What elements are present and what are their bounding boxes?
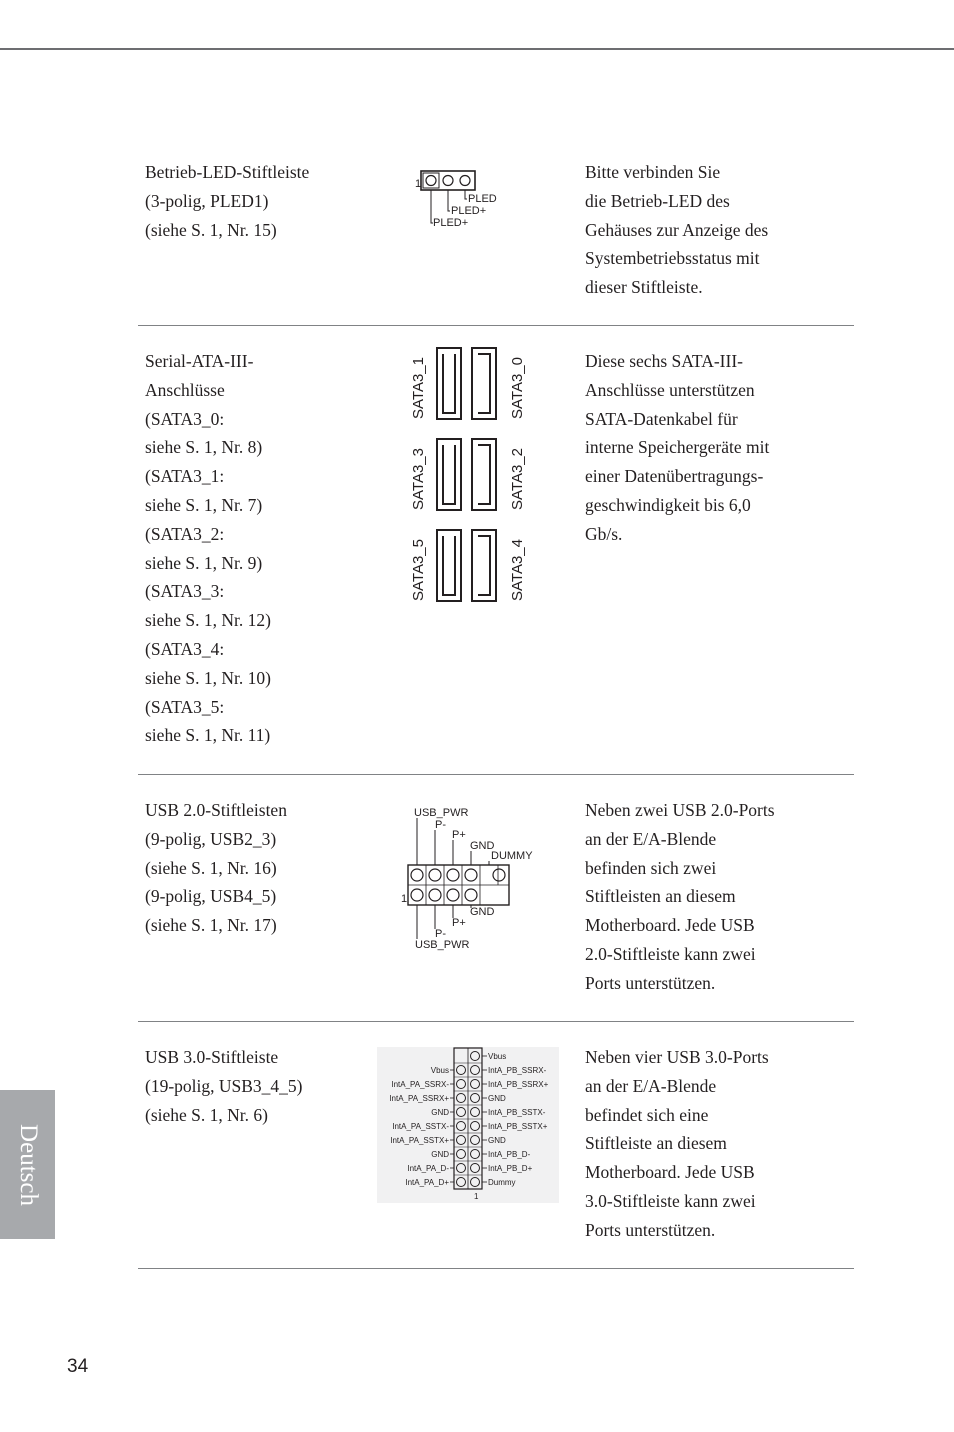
pled-plus-label: PLED+	[433, 217, 469, 229]
usb3-pin	[457, 1108, 466, 1117]
usb-pwr-label: USB_PWR	[414, 807, 469, 819]
text-line: Gehäuses zur Anzeige des	[585, 219, 769, 240]
pin-label: IntA_PA_SSTX-	[392, 1122, 449, 1131]
pin-label: GND	[431, 1108, 449, 1117]
text-line: Motherboard. Jede USB	[585, 1162, 755, 1183]
usb3-left-labels	[389, 1066, 449, 1187]
text-line: (siehe S. 1, Nr. 17)	[145, 915, 277, 936]
pled-header-diagram	[412, 168, 512, 237]
pled-plus-label: PLED+	[451, 205, 487, 217]
gnd-label: GND	[470, 840, 495, 852]
text-line: 3.0-Stiftleiste kann zwei	[585, 1190, 756, 1211]
pin-label: IntA_PB_SSTX-	[488, 1108, 546, 1117]
text-line: (SATA3_1:	[145, 466, 225, 487]
sata3-2-label: SATA3_2	[509, 448, 526, 510]
page-number: 34	[67, 1356, 89, 1377]
text-line: (siehe S. 1, Nr. 6)	[145, 1104, 268, 1125]
text-line: Neben vier USB 3.0-Ports	[585, 1047, 769, 1067]
text-line: (3-polig, PLED1)	[145, 190, 269, 211]
text-line: befinden sich zwei	[585, 857, 717, 878]
sata3-4-label: SATA3_4	[509, 539, 526, 601]
text-line: 2.0-Stiftleiste kann zwei	[585, 943, 756, 964]
text-line: siehe S. 1, Nr. 12)	[145, 610, 271, 631]
usb3-pin	[471, 1052, 480, 1061]
pin-label: IntA_PA_SSRX-	[391, 1080, 449, 1089]
p-minus-label: P-	[435, 928, 446, 940]
text-line: Ports unterstützen.	[585, 972, 716, 993]
pin1-label: 1	[474, 1192, 479, 1201]
text-line: einer Datenübertragungs-	[585, 466, 764, 487]
usb3-pin	[471, 1164, 480, 1173]
pin-label: IntA_PA_SSRX+	[389, 1094, 449, 1103]
usb2-title	[145, 796, 365, 940]
pin-label: IntA_PB_SSTX+	[488, 1122, 548, 1131]
sata3-3-label: SATA3_3	[410, 448, 427, 510]
text-line: USB 2.0-Stiftleisten	[145, 800, 287, 820]
text-line: befindet sich eine	[585, 1104, 709, 1125]
usb3-right-labels	[488, 1052, 549, 1187]
pin-label: GND	[431, 1150, 449, 1159]
usb3-pin	[457, 1094, 466, 1103]
gnd-label: GND	[470, 906, 495, 918]
text-line: (SATA3_5:	[145, 696, 225, 717]
text-line: Anschlüsse unterstützen	[585, 379, 755, 400]
usb3-pin	[457, 1164, 466, 1173]
sata-description	[585, 347, 825, 549]
sata-connectors-diagram	[400, 343, 532, 610]
text-line: die Betrieb-LED des	[585, 190, 730, 211]
usb3-description	[585, 1043, 825, 1245]
usb3-pin	[471, 1094, 480, 1103]
pin-label: IntA_PB_SSRX-	[488, 1066, 547, 1075]
sata-title	[145, 347, 365, 750]
pin1-label: 1	[415, 178, 422, 190]
text-line: an der E/A-Blende	[585, 828, 717, 849]
usb3-pin	[471, 1080, 480, 1089]
pled-description	[585, 158, 825, 302]
text-line: (siehe S. 1, Nr. 16)	[145, 857, 277, 878]
pin-label: GND	[488, 1094, 506, 1103]
pin-label: IntA_PA_SSTX+	[390, 1136, 449, 1145]
pin-label: IntA_PA_D+	[405, 1178, 449, 1187]
dummy-label: DUMMY	[491, 850, 533, 862]
usb3-pin	[471, 1066, 480, 1075]
usb3-pin	[457, 1178, 466, 1187]
section-divider	[138, 1021, 854, 1022]
usb3-pin	[471, 1108, 480, 1117]
text-line: interne Speichergeräte mit	[585, 437, 770, 458]
usb3-pin	[457, 1066, 466, 1075]
pin-label: IntA_PB_SSRX+	[488, 1080, 549, 1089]
usb2-description	[585, 796, 825, 998]
sata3-1-label: SATA3_1	[410, 357, 427, 419]
text-line: (SATA3_4:	[145, 638, 225, 659]
text-line: Neben zwei USB 2.0-Ports	[585, 800, 775, 820]
top-rule	[0, 48, 954, 50]
text-line: Motherboard. Jede USB	[585, 915, 755, 936]
text-line: Anschlüsse	[145, 379, 225, 400]
text-line: Stiftleisten an diesem	[585, 886, 736, 907]
text-line: an der E/A-Blende	[585, 1075, 717, 1096]
usb3-pin	[471, 1136, 480, 1145]
pin-label: GND	[488, 1136, 506, 1145]
text-line: Betrieb-LED-Stiftleiste	[145, 162, 310, 182]
usb3-pin	[457, 1136, 466, 1145]
p-plus-label: P+	[452, 829, 466, 841]
text-line: Serial-ATA-III-	[145, 351, 254, 371]
text-line: Gb/s.	[585, 523, 623, 544]
usb3-pin	[457, 1150, 466, 1159]
text-line: geschwindigkeit bis 6,0	[585, 494, 751, 515]
usb3-pin	[471, 1150, 480, 1159]
pin-label: Dummy	[488, 1178, 516, 1187]
text-line: (9-polig, USB2_3)	[145, 828, 277, 849]
text-line: siehe S. 1, Nr. 8)	[145, 437, 263, 458]
pin-label: Vbus	[488, 1052, 507, 1061]
text-line: siehe S. 1, Nr. 9)	[145, 552, 263, 573]
pled-title	[145, 158, 365, 244]
language-tab-label: Deutsch	[14, 1123, 42, 1206]
text-line: dieser Stiftleiste.	[585, 277, 703, 298]
pin-label: IntA_PB_D-	[488, 1150, 531, 1159]
pled-label: PLED	[468, 193, 497, 205]
usb3-title	[145, 1043, 365, 1129]
p-plus-label: P+	[452, 917, 466, 929]
text-line: Systembetriebsstatus mit	[585, 248, 760, 269]
text-line: siehe S. 1, Nr. 10)	[145, 667, 271, 688]
text-line: Diese sechs SATA-III-	[585, 351, 743, 371]
text-line: (9-polig, USB4_5)	[145, 886, 277, 907]
sata3-5-label: SATA3_5	[410, 539, 427, 601]
section-divider	[138, 325, 854, 326]
text-line: (SATA3_2:	[145, 523, 225, 544]
usb3-pin	[471, 1122, 480, 1131]
text-line: siehe S. 1, Nr. 7)	[145, 494, 263, 515]
pin-label: IntA_PB_D+	[488, 1164, 533, 1173]
usb2-header-diagram	[398, 803, 543, 960]
usb3-pin	[457, 1122, 466, 1131]
pin1-label: 1	[401, 893, 408, 905]
usb3-header-diagram	[377, 1047, 559, 1203]
sata3-0-label: SATA3_0	[509, 357, 526, 419]
text-line: (SATA3_0:	[145, 408, 225, 429]
text-line: SATA-Datenkabel für	[585, 408, 738, 429]
text-line: Ports unterstützen.	[585, 1219, 716, 1240]
text-line: Stiftleiste an diesem	[585, 1133, 727, 1154]
language-tab	[0, 1090, 55, 1239]
pin-label: Vbus	[430, 1066, 449, 1075]
pin-label: IntA_PA_D-	[407, 1164, 449, 1173]
usb3-pin	[457, 1080, 466, 1089]
text-line: USB 3.0-Stiftleiste	[145, 1047, 279, 1067]
usb-pwr-label: USB_PWR	[415, 939, 470, 951]
p-minus-label: P-	[435, 819, 446, 831]
text-line: Bitte verbinden Sie	[585, 162, 721, 182]
text-line: (siehe S. 1, Nr. 15)	[145, 219, 277, 240]
sata-connector-group	[437, 348, 496, 601]
usb3-pin	[471, 1178, 480, 1187]
section-divider	[138, 1268, 854, 1269]
text-line: (19-polig, USB3_4_5)	[145, 1075, 303, 1096]
text-line: siehe S. 1, Nr. 11)	[145, 725, 271, 746]
section-divider	[138, 774, 854, 775]
text-line: (SATA3_3:	[145, 581, 225, 602]
